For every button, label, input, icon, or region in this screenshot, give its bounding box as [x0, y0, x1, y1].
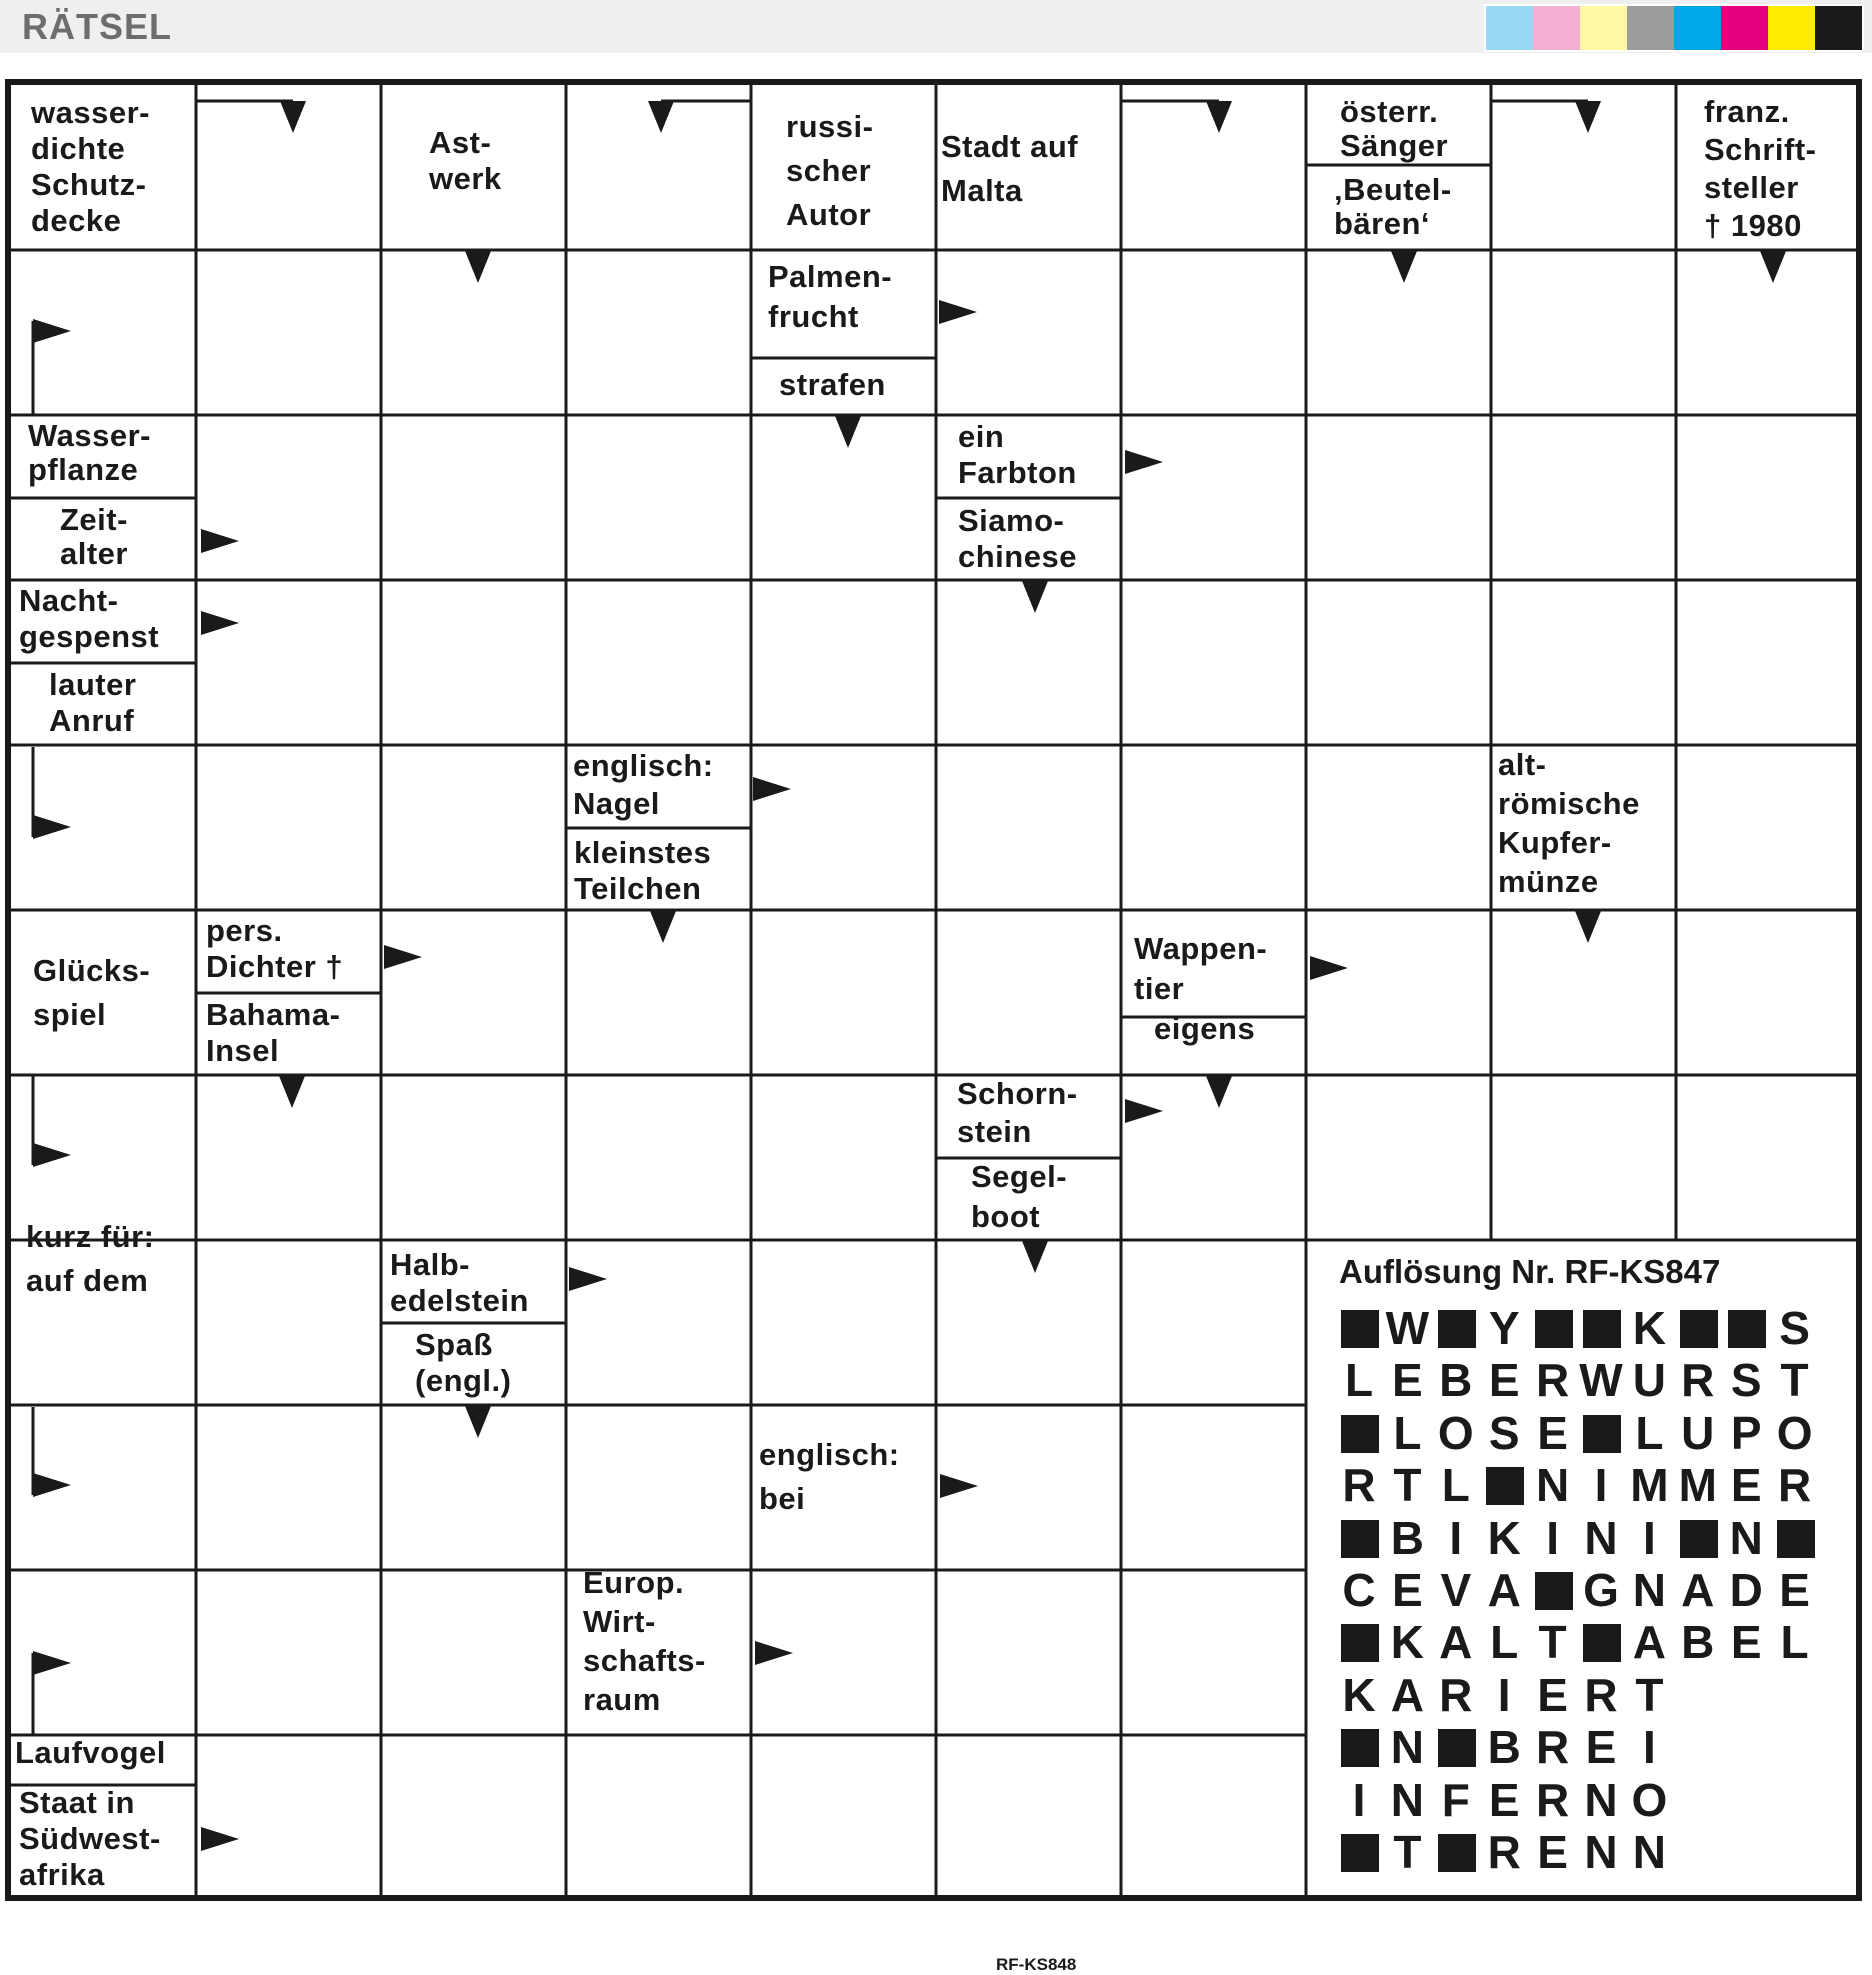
arrow-down-icon: [1575, 911, 1601, 943]
solution-letter: M: [1678, 1459, 1717, 1512]
solution-letter: N: [1390, 1721, 1424, 1774]
clue-altroemische-kupfermuenze: alt- römische Kupfer- münze: [1498, 747, 1640, 899]
clue-wasserpflanze: Wasser- pflanze: [28, 418, 151, 487]
solution-letter: K: [1390, 1616, 1424, 1669]
solution-letter: R: [1535, 1773, 1570, 1826]
solution-letter: I: [1352, 1773, 1366, 1826]
solution-letter: W: [1385, 1302, 1430, 1354]
solution-letter: E: [1537, 1668, 1568, 1721]
solution-letter: E: [1730, 1459, 1762, 1512]
clue-ein-farbton: ein Farbton: [958, 419, 1077, 490]
solution-black-cell: [1337, 1827, 1381, 1877]
solution-black-cell: [1337, 1303, 1381, 1353]
solution-letter: U: [1632, 1354, 1666, 1407]
arrow-down-icon: [1391, 251, 1417, 283]
solution-letter: R: [1535, 1721, 1570, 1774]
color-swatch: [1815, 6, 1862, 50]
clue-lauter-anruf: lauter Anruf: [49, 667, 137, 738]
clue-zeitalter: Zeit- alter: [60, 502, 128, 571]
solution-letter: P: [1730, 1406, 1762, 1459]
arrow-right-icon: [753, 777, 791, 801]
arrow-right-icon: [201, 1827, 239, 1851]
clue-englisch-bei: englisch: bei: [759, 1437, 900, 1516]
arrow-right-icon: [569, 1267, 607, 1291]
solution-letter: T: [1538, 1616, 1567, 1669]
solution-letter: E: [1488, 1773, 1520, 1826]
arrow-right-icon: [1125, 1099, 1163, 1123]
solution-letter: K: [1487, 1511, 1521, 1564]
solution-letter: N: [1584, 1773, 1618, 1826]
color-swatch: [1533, 6, 1580, 50]
arrow-down-icon: [1206, 101, 1232, 133]
arrow-right-icon: [33, 1473, 71, 1497]
solution-letter: R: [1535, 1354, 1570, 1407]
clue-europ-wirtschaftsraum: Europ. Wirt- schafts- raum: [583, 1565, 706, 1717]
solution-black-cell: [1482, 1460, 1526, 1510]
arrow-right-icon: [33, 1143, 71, 1167]
solution-letter: O: [1437, 1406, 1474, 1459]
solution-letter: R: [1777, 1459, 1812, 1512]
solution-letter: E: [1488, 1354, 1520, 1407]
solution-black-cell: [1531, 1565, 1575, 1615]
solution-letter: C: [1342, 1564, 1376, 1616]
solution-letter: B: [1390, 1511, 1424, 1564]
solution-letter: L: [1441, 1459, 1470, 1512]
clue-astwerk: Ast- werk: [429, 125, 502, 196]
clue-wasserdichte-schutzdecke: wasser- dichte Schutz- decke: [31, 95, 150, 238]
clue-kurz-fuer-auf-dem: kurz für: auf dem: [26, 1219, 155, 1298]
solution-letter: O: [1776, 1406, 1813, 1459]
clue-segelboot: Segel- boot: [971, 1159, 1068, 1234]
solution-black-cell: [1434, 1303, 1478, 1353]
arrow-right-icon: [940, 1474, 978, 1498]
clue-pers-dichter: pers. Dichter †: [206, 913, 344, 984]
solution-letter: N: [1535, 1459, 1570, 1512]
arrow-down-icon: [648, 101, 674, 133]
solution-letter: A: [1487, 1564, 1521, 1616]
solution-letter: E: [1779, 1564, 1810, 1616]
clue-wappentier: Wappen- tier: [1134, 931, 1268, 1006]
solution-letter: S: [1779, 1302, 1810, 1354]
crossword-grid: [5, 79, 1862, 1974]
clue-kleinstes-teilchen: kleinstes Teilchen: [574, 835, 712, 906]
solution-black-cell: [1579, 1617, 1623, 1667]
solution-letter: D: [1729, 1564, 1763, 1616]
solution-letter: T: [1393, 1826, 1422, 1878]
solution-letter: B: [1439, 1354, 1473, 1407]
clue-staat-in-suedwestafrika: Staat in Südwest- afrika: [19, 1785, 161, 1892]
arrow-down-icon: [650, 911, 676, 943]
solution-letter: R: [1584, 1668, 1618, 1721]
solution-letter: E: [1537, 1826, 1568, 1878]
solution-letter: N: [1632, 1564, 1666, 1616]
solution-letter: A: [1681, 1564, 1715, 1616]
solution-letter: E: [1730, 1616, 1762, 1669]
solution-letter: N: [1632, 1826, 1666, 1878]
solution-title: Auflösung Nr. RF-KS847: [1339, 1253, 1721, 1290]
solution-letter: F: [1441, 1773, 1470, 1826]
solution-black-cell: [1337, 1722, 1381, 1772]
solution-letter: A: [1439, 1616, 1473, 1669]
solution-letter: N: [1390, 1773, 1424, 1826]
arrow-right-icon: [1310, 956, 1348, 980]
arrow-down-icon: [465, 251, 491, 283]
solution-black-cell: [1337, 1513, 1381, 1563]
solution-letter: I: [1497, 1668, 1511, 1721]
solution-letter: I: [1546, 1511, 1559, 1564]
solution-letter: E: [1537, 1406, 1568, 1459]
arrow-right-icon: [939, 300, 977, 324]
solution-letter: L: [1490, 1616, 1519, 1669]
solution-letter: L: [1344, 1354, 1374, 1407]
solution-black-cell: [1579, 1408, 1623, 1458]
clue-bahama-insel: Bahama- Insel: [206, 997, 341, 1068]
solution-letter: N: [1584, 1511, 1618, 1564]
solution-letter: L: [1780, 1616, 1809, 1669]
solution-letter: S: [1488, 1406, 1520, 1459]
clue-stadt-auf-malta: Stadt auf Malta: [941, 129, 1079, 208]
solution-letter: Y: [1488, 1302, 1520, 1354]
solution-letter: E: [1585, 1721, 1617, 1774]
solution-letter: G: [1583, 1564, 1619, 1616]
arrow-down-icon: [835, 416, 861, 448]
clue-oesterr-saenger: österr. Sänger: [1340, 94, 1449, 163]
clue-eigens: eigens: [1154, 1011, 1256, 1046]
color-swatch: [1768, 6, 1815, 50]
solution-letter: K: [1632, 1302, 1666, 1354]
solution-letter: A: [1632, 1616, 1666, 1669]
color-swatch: [1486, 6, 1533, 50]
solution-letter: B: [1487, 1721, 1521, 1774]
solution-black-cell: [1773, 1513, 1817, 1563]
solution-letter: I: [1643, 1511, 1656, 1564]
arrow-down-icon: [1760, 251, 1786, 283]
solution-black-cell: [1531, 1303, 1575, 1353]
print-color-bar: [1484, 4, 1864, 52]
arrow-down-icon: [1206, 1076, 1232, 1108]
solution-letter: I: [1594, 1459, 1608, 1512]
solution-letter: R: [1342, 1459, 1376, 1512]
solution-letter: T: [1635, 1668, 1664, 1721]
arrow-down-icon: [279, 1076, 305, 1108]
solution-letter: O: [1631, 1773, 1668, 1826]
solution-letter: W: [1579, 1354, 1623, 1407]
arrow-right-icon: [201, 611, 239, 635]
solution-black-cell: [1434, 1722, 1478, 1772]
solution-black-cell: [1337, 1617, 1381, 1667]
clue-russischer-autor: russi- scher Autor: [786, 109, 874, 232]
clue-siamochinese: Siamo- chinese: [958, 503, 1077, 574]
arrow-down-icon: [1575, 101, 1601, 133]
clue-gluecksspiel: Glücks- spiel: [33, 953, 151, 1032]
solution-black-cell: [1676, 1513, 1720, 1563]
arrow-down-icon: [280, 101, 306, 133]
solution-letter: A: [1390, 1668, 1424, 1721]
solution-letter: T: [1393, 1459, 1422, 1512]
solution-letter: U: [1681, 1406, 1715, 1459]
color-swatch: [1580, 6, 1627, 50]
solution-letter: R: [1487, 1826, 1521, 1878]
solution-black-cell: [1337, 1408, 1381, 1458]
solution-letter: N: [1584, 1826, 1618, 1878]
solution-black-cell: [1434, 1827, 1478, 1877]
solution-letter: E: [1392, 1354, 1423, 1407]
arrow-down-icon: [465, 1406, 491, 1438]
clue-strafen: strafen: [779, 367, 886, 402]
arrow-right-icon: [1125, 450, 1163, 474]
solution-letter: L: [1393, 1406, 1422, 1459]
clue-englisch-nagel: englisch: Nagel: [573, 748, 714, 821]
clue-beutelbaeren: ‚Beutel- bären‘: [1334, 172, 1452, 241]
clue-franz-schriftsteller: franz. Schrift- steller † 1980: [1704, 94, 1817, 243]
solution-letter: N: [1729, 1511, 1763, 1564]
top-bar: [0, 0, 1872, 53]
solution-letter: M: [1630, 1459, 1669, 1512]
solution-letter: S: [1730, 1354, 1762, 1407]
solution-letter: R: [1681, 1354, 1715, 1407]
clue-spass-engl: Spaß (engl.): [415, 1327, 512, 1398]
solution-letter: E: [1392, 1564, 1423, 1616]
arrow-down-icon: [1022, 1241, 1048, 1273]
solution-black-cell: [1724, 1303, 1768, 1353]
clue-schornstein: Schorn- stein: [957, 1076, 1078, 1149]
solution-letter: I: [1643, 1721, 1656, 1774]
solution-letter: I: [1449, 1511, 1463, 1564]
arrow-right-icon: [33, 815, 71, 839]
puzzle-id: RF-KS848: [996, 1955, 1077, 1974]
arrow-right-icon: [384, 945, 422, 969]
solution-black-cell: [1676, 1303, 1720, 1353]
arrow-right-icon: [201, 529, 239, 553]
color-swatch: [1721, 6, 1768, 50]
solution-letter: K: [1342, 1668, 1376, 1721]
solution-letter: B: [1681, 1616, 1715, 1669]
solution-letter: T: [1780, 1354, 1809, 1407]
clue-halbedelstein: Halb- edelstein: [390, 1247, 529, 1318]
page-title: RÄTSEL: [22, 6, 172, 47]
solution-letter: L: [1635, 1406, 1664, 1459]
clue-nachtgespenst: Nacht- gespenst: [19, 583, 160, 654]
arrow-down-icon: [1022, 581, 1048, 613]
color-swatch: [1674, 6, 1721, 50]
clue-palmenfrucht: Palmen- frucht: [768, 259, 893, 334]
arrow-right-icon: [33, 319, 71, 343]
solution-black-cell: [1579, 1303, 1623, 1353]
arrow-right-icon: [755, 1641, 793, 1665]
color-swatch: [1627, 6, 1674, 50]
solution-letter: V: [1440, 1564, 1472, 1616]
clue-laufvogel: Laufvogel: [15, 1735, 166, 1770]
arrow-right-icon: [33, 1651, 71, 1675]
solution-letter: R: [1439, 1668, 1473, 1721]
